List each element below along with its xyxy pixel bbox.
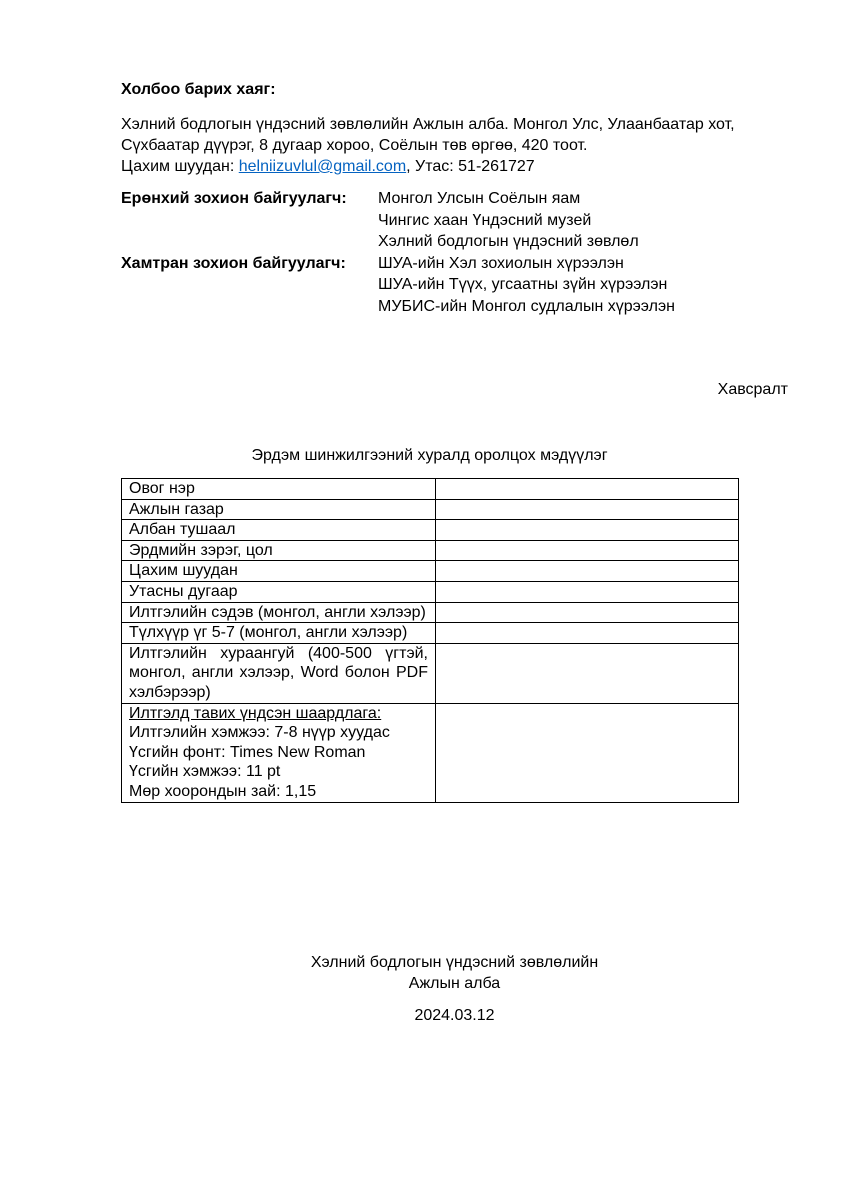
co-organizer-list xyxy=(378,253,675,318)
table-row xyxy=(122,479,739,500)
row-value-cell[interactable] xyxy=(436,540,739,561)
registration-form-table xyxy=(121,478,739,803)
organizer-item: МУБИС-ийн Монгол судлалын хүрээлэн xyxy=(378,297,675,315)
organizers-block xyxy=(121,188,741,317)
row-value-cell[interactable] xyxy=(436,581,739,602)
contact-heading: Холбоо барих хаяг: xyxy=(121,81,276,98)
row-value-cell[interactable] xyxy=(436,479,739,500)
general-organizer-row xyxy=(121,188,741,253)
row-label: Утасны дугаар xyxy=(122,581,436,602)
row-label: Цахим шуудан xyxy=(122,561,436,582)
organizer-item: Монгол Улсын Соёлын яам xyxy=(378,190,581,207)
requirement-line: Үсгийн фонт: Times New Roman xyxy=(129,743,366,761)
general-organizer-list xyxy=(378,188,639,253)
row-label: Илтгэлийн хураангуй (400-500 үгтэй, монгол, англи хэлээр, Word болон PDF хэлбэрээр) xyxy=(122,643,436,703)
requirement-line: Үсгийн хэмжээ: 11 pt xyxy=(129,763,281,781)
co-organizer-label: Хамтран зохион байгуулагч: xyxy=(121,254,346,272)
table-row xyxy=(122,602,739,623)
general-organizer-label: Ерөнхий зохион байгуулагч: xyxy=(121,190,347,207)
phone-text: , Утас: 51-261727 xyxy=(406,158,535,175)
organizer-item: ШУА-ийн Түүх, угсаатны зүйн хүрээлэн xyxy=(378,276,668,293)
row-value-cell[interactable] xyxy=(436,643,739,703)
footer-org-line: Хэлний бодлогын үндэсний зөвлөлийн xyxy=(310,954,599,971)
row-value-cell[interactable] xyxy=(436,499,739,520)
co-organizer-row xyxy=(121,253,741,318)
requirements-heading: Илтгэлд тавих үндсэн шаардлага: xyxy=(129,704,382,722)
row-value-cell[interactable] xyxy=(436,520,739,541)
row-label: Овог нэр xyxy=(122,479,436,500)
table-row xyxy=(122,581,739,602)
row-value-cell[interactable] xyxy=(436,602,739,623)
footer-org-line: Ажлын алба xyxy=(408,975,501,992)
table-row xyxy=(122,561,739,582)
row-label: Ажлын газар xyxy=(122,499,436,520)
annex-label: Хавсралт xyxy=(717,381,788,398)
table-row xyxy=(122,520,739,541)
footer-date: 2024.03.12 xyxy=(414,1007,495,1024)
requirement-line: Мөр хоорондын зай: 1,15 xyxy=(129,782,317,800)
footer-organization xyxy=(121,952,788,994)
organizer-item: ШУА-ийн Хэл зохиолын хүрээлэн xyxy=(378,254,624,272)
row-value-cell[interactable] xyxy=(436,561,739,582)
table-row xyxy=(122,499,739,520)
table-row xyxy=(122,643,739,703)
email-label: Цахим шуудан: xyxy=(121,158,239,175)
requirement-line: Илтгэлийн хэмжээ: 7-8 нүүр хуудас xyxy=(129,724,390,742)
row-label: Түлхүүр үг 5-7 (монгол, англи хэлээр) xyxy=(122,623,436,644)
form-title: Эрдэм шинжилгээний хуралд оролцох мэдүүлэг xyxy=(251,447,608,464)
table-row xyxy=(122,623,739,644)
row-label: Албан тушаал xyxy=(122,520,436,541)
row-value-cell[interactable] xyxy=(436,703,739,802)
organizer-item: Чингис хаан Үндэсний музей xyxy=(378,211,592,229)
row-value-cell[interactable] xyxy=(436,623,739,644)
table-row xyxy=(122,703,739,802)
address-line: Хэлний бодлогын үндэсний зөвлөлийн Ажлын алба. Монгол Улс, Улаанбаатар хот, xyxy=(121,116,735,133)
email-link[interactable]: helniizuvlul@gmail.com xyxy=(238,158,407,175)
requirements-cell xyxy=(122,703,436,802)
row-label: Эрдмийн зэрэг, цол xyxy=(122,540,436,561)
table-row xyxy=(122,540,739,561)
address-line: Сүхбаатар дүүрэг, 8 дугаар хороо, Соёлын төв өргөө, 420 тоот. xyxy=(121,137,588,154)
contact-address xyxy=(121,114,801,177)
contact-line xyxy=(121,156,801,177)
row-label: Илтгэлийн сэдэв (монгол, англи хэлээр) xyxy=(122,602,436,623)
organizer-item: Хэлний бодлогын үндэсний зөвлөл xyxy=(378,233,639,250)
